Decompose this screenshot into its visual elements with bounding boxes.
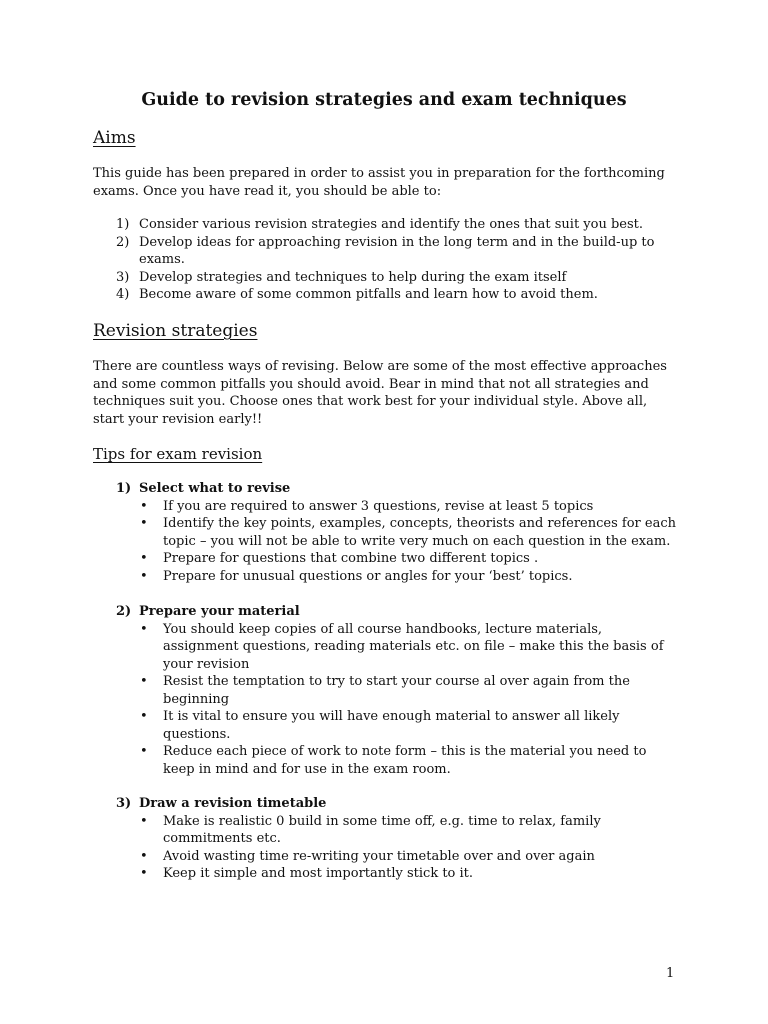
bullet-text: Identify the key points, examples, concepts, theorists and references for each bbox=[163, 516, 676, 531]
bullet-text: beginning bbox=[163, 691, 230, 707]
list-number: 4) bbox=[116, 287, 130, 302]
aims-list bbox=[116, 216, 676, 304]
aims-list-item bbox=[116, 234, 676, 269]
bullet-list bbox=[116, 621, 676, 779]
bullet-text: Make is realistic 0 build in some time off, e.g. time to relax, family bbox=[163, 813, 601, 829]
tips-section-timetable bbox=[116, 795, 676, 883]
section-number: 1) bbox=[116, 481, 132, 496]
bullet-text: Prepare for unusual questions or angles for your ‘best’ topics. bbox=[163, 568, 573, 584]
bullet-text: keep in mind and for use in the exam room. bbox=[163, 761, 451, 777]
bullet-icon: • bbox=[140, 621, 148, 637]
paragraph-line: There are countless ways of revising. Below are some of the most effective approaches bbox=[93, 359, 667, 374]
tips-section-prepare bbox=[116, 603, 676, 778]
aims-list-item bbox=[116, 216, 676, 234]
revision-strategies-heading: Revision strategies bbox=[93, 321, 258, 341]
list-item-text: Become aware of some common pitfalls and learn how to avoid them. bbox=[139, 287, 598, 302]
bullet-item bbox=[116, 515, 676, 550]
bullet-text: Reduce each piece of work to note form – this is the material you need to bbox=[163, 744, 647, 759]
tips-section-select bbox=[116, 480, 676, 585]
bullet-item bbox=[116, 848, 676, 866]
bullet-item bbox=[116, 568, 676, 586]
paragraph-line: start your revision early!! bbox=[93, 411, 263, 427]
section-number: 2) bbox=[116, 604, 132, 619]
aims-list-item bbox=[116, 286, 676, 304]
bullet-item bbox=[116, 621, 676, 674]
paragraph-line: techniques suit you. Choose ones that work best for your individual style. Above all, bbox=[93, 394, 648, 409]
section-heading bbox=[116, 795, 676, 813]
bullet-icon: • bbox=[140, 866, 148, 881]
bullet-text: Keep it simple and most importantly stick to it. bbox=[163, 866, 474, 881]
bullet-text: assignment questions, reading materials etc. on file – make this the basis of bbox=[163, 639, 664, 654]
bullet-text: questions. bbox=[163, 726, 231, 742]
aims-list-item bbox=[116, 269, 676, 287]
section-number: 3) bbox=[116, 796, 132, 811]
bullet-item bbox=[116, 498, 676, 516]
aims-intro bbox=[93, 165, 693, 200]
bullet-icon: • bbox=[140, 551, 148, 566]
page-number: 1 bbox=[666, 966, 675, 981]
list-item-text: Develop strategies and techniques to help during the exam itself bbox=[139, 269, 567, 285]
bullet-item bbox=[116, 743, 676, 778]
bullet-icon: • bbox=[140, 674, 148, 689]
section-title: Draw a revision timetable bbox=[139, 796, 327, 811]
bullet-text: Avoid wasting time re-writing your timetable over and over again bbox=[163, 848, 595, 864]
bullet-text: Prepare for questions that combine two different topics . bbox=[163, 551, 539, 566]
bullet-text: You should keep copies of all course handbooks, lecture materials, bbox=[163, 621, 603, 637]
revision-strategies-paragraph bbox=[93, 358, 693, 428]
tips-heading: Tips for exam revision bbox=[93, 445, 263, 463]
bullet-text: commitments etc. bbox=[163, 831, 281, 846]
bullet-item bbox=[116, 673, 676, 708]
list-number: 2) bbox=[116, 234, 130, 250]
bullet-item bbox=[116, 813, 676, 848]
bullet-text: your revision bbox=[163, 656, 250, 672]
list-item-text: exams. bbox=[139, 252, 185, 267]
paragraph-line: and some common pitfalls you should avoid. Bear in mind that not all strategies and bbox=[93, 376, 649, 392]
aims-intro-line: exams. Once you have read it, you should be able to: bbox=[93, 183, 442, 199]
section-heading bbox=[116, 480, 676, 498]
list-number: 1) bbox=[116, 217, 130, 232]
bullet-text: If you are required to answer 3 questions, revise at least 5 topics bbox=[163, 498, 594, 514]
bullet-text: topic – you will not be able to write very much on each question in the exam. bbox=[163, 533, 671, 549]
bullet-item bbox=[116, 550, 676, 568]
bullet-text: It is vital to ensure you will have enough material to answer all likely bbox=[163, 709, 620, 724]
list-number: 3) bbox=[116, 269, 130, 285]
bullet-item bbox=[116, 708, 676, 743]
document-title: Guide to revision strategies and exam techniques bbox=[141, 90, 627, 110]
section-title: Select what to revise bbox=[139, 481, 291, 496]
aims-heading: Aims bbox=[93, 128, 136, 148]
list-item-text: Consider various revision strategies and identify the ones that suit you best. bbox=[139, 217, 644, 232]
bullet-item bbox=[116, 865, 676, 883]
aims-intro-line: This guide has been prepared in order to assist you in preparation for the forthcoming bbox=[93, 166, 665, 181]
bullet-icon: • bbox=[140, 568, 148, 584]
bullet-icon: • bbox=[140, 744, 148, 759]
bullet-text: Resist the temptation to try to start your course al over again from the bbox=[163, 674, 630, 689]
bullet-list bbox=[116, 498, 676, 586]
section-title: Prepare your material bbox=[139, 604, 300, 619]
bullet-icon: • bbox=[140, 516, 148, 531]
list-item-text: Develop ideas for approaching revision in the long term and in the build-up to bbox=[139, 234, 655, 250]
bullet-icon: • bbox=[140, 498, 148, 514]
bullet-icon: • bbox=[140, 813, 148, 829]
section-heading bbox=[116, 603, 676, 621]
bullet-icon: • bbox=[140, 848, 148, 864]
bullet-icon: • bbox=[140, 709, 148, 724]
bullet-list bbox=[116, 813, 676, 883]
